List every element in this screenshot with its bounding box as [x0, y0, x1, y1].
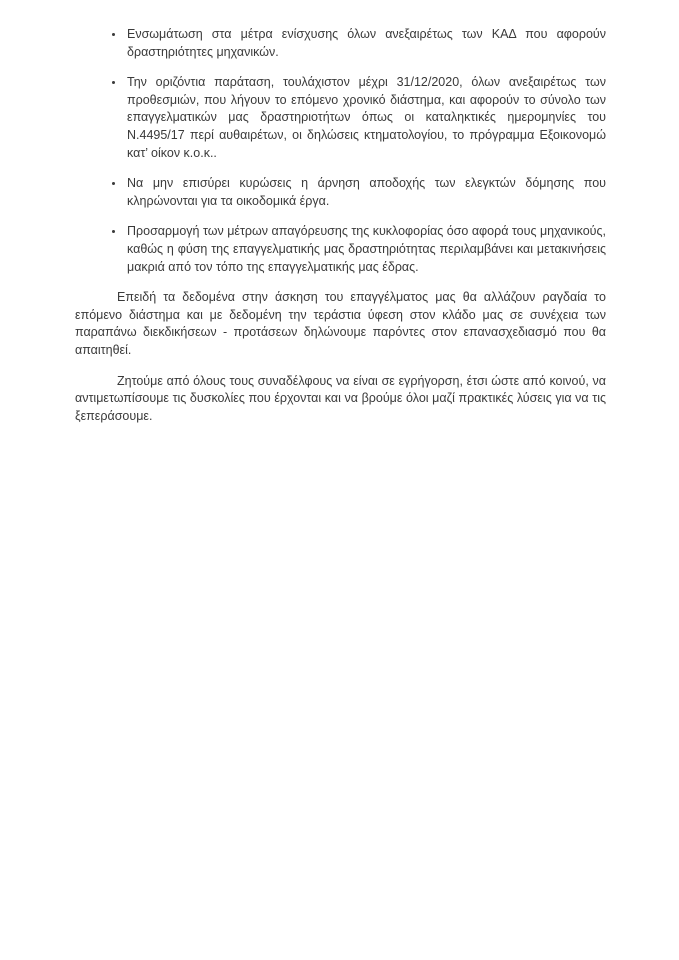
list-item: • Να μην επισύρει κυρώσεις η άρνηση αποδοχής των ελεγκτών δόμησης που κληρώνονται για τα οικοδομικά έργα. — [125, 175, 606, 210]
paragraph: Ζητούμε από όλους τους συναδέλφους να είναι σε εγρήγορση, έτσι ώστε από κοινού, να αντιμετωπίσουμε τις δυσκολίες που έρχονται και να βρούμε όλοι μαζί πρακτικές λύσεις για να τις ξεπεράσουμε. — [75, 373, 606, 423]
list-item: • Την οριζόντια παράταση, τουλάχιστον μέχρι 31/12/2020, όλων ανεξαιρέτως των προθεσμιών, που λήγουν το επόμενο χρονικό διάστημα, και αφορούν το σύνολο των επαγγελματικών μας δραστηριοτήτων όπως οι καταληκτικές ημερομηνίες του Ν.4495/17 περί αυθαιρέτων, οι δηλώσεις κτηματολογίου, το πρόγραμμα Εξοικονομώ κατ’ οίκον κ.ο.κ.. — [125, 74, 606, 162]
bullet-list — [75, 26, 606, 276]
document-content — [75, 26, 606, 438]
paragraph: Επειδή τα δεδομένα στην άσκηση του επαγγέλματος μας θα αλλάζουν ραγδαία το επόμενο διάστημα και με δεδομένη την τεράστια ύφεση στον κλάδο μας σε συνέχεια των παραπάνω διεκδικήσεων - προτάσεων δηλώνουμε παρόντες στον επανασχεδιασμό που θα απαιτηθεί. — [75, 290, 606, 357]
list-item: • Ενσωμάτωση στα μέτρα ενίσχυσης όλων ανεξαιρέτως των ΚΑΔ που αφορούν δραστηριότητες μηχανικών. — [125, 26, 606, 61]
list-item: • Προσαρμογή των μέτρων απαγόρευσης της κυκλοφορίας όσο αφορά τους μηχανικούς, καθώς η φύση της επαγγελματικής μας δραστηριότητας περιλαμβάνει και μετακινήσεις μακριά από τον τόπο της επαγγελματικής μας έδρας. — [125, 223, 606, 276]
